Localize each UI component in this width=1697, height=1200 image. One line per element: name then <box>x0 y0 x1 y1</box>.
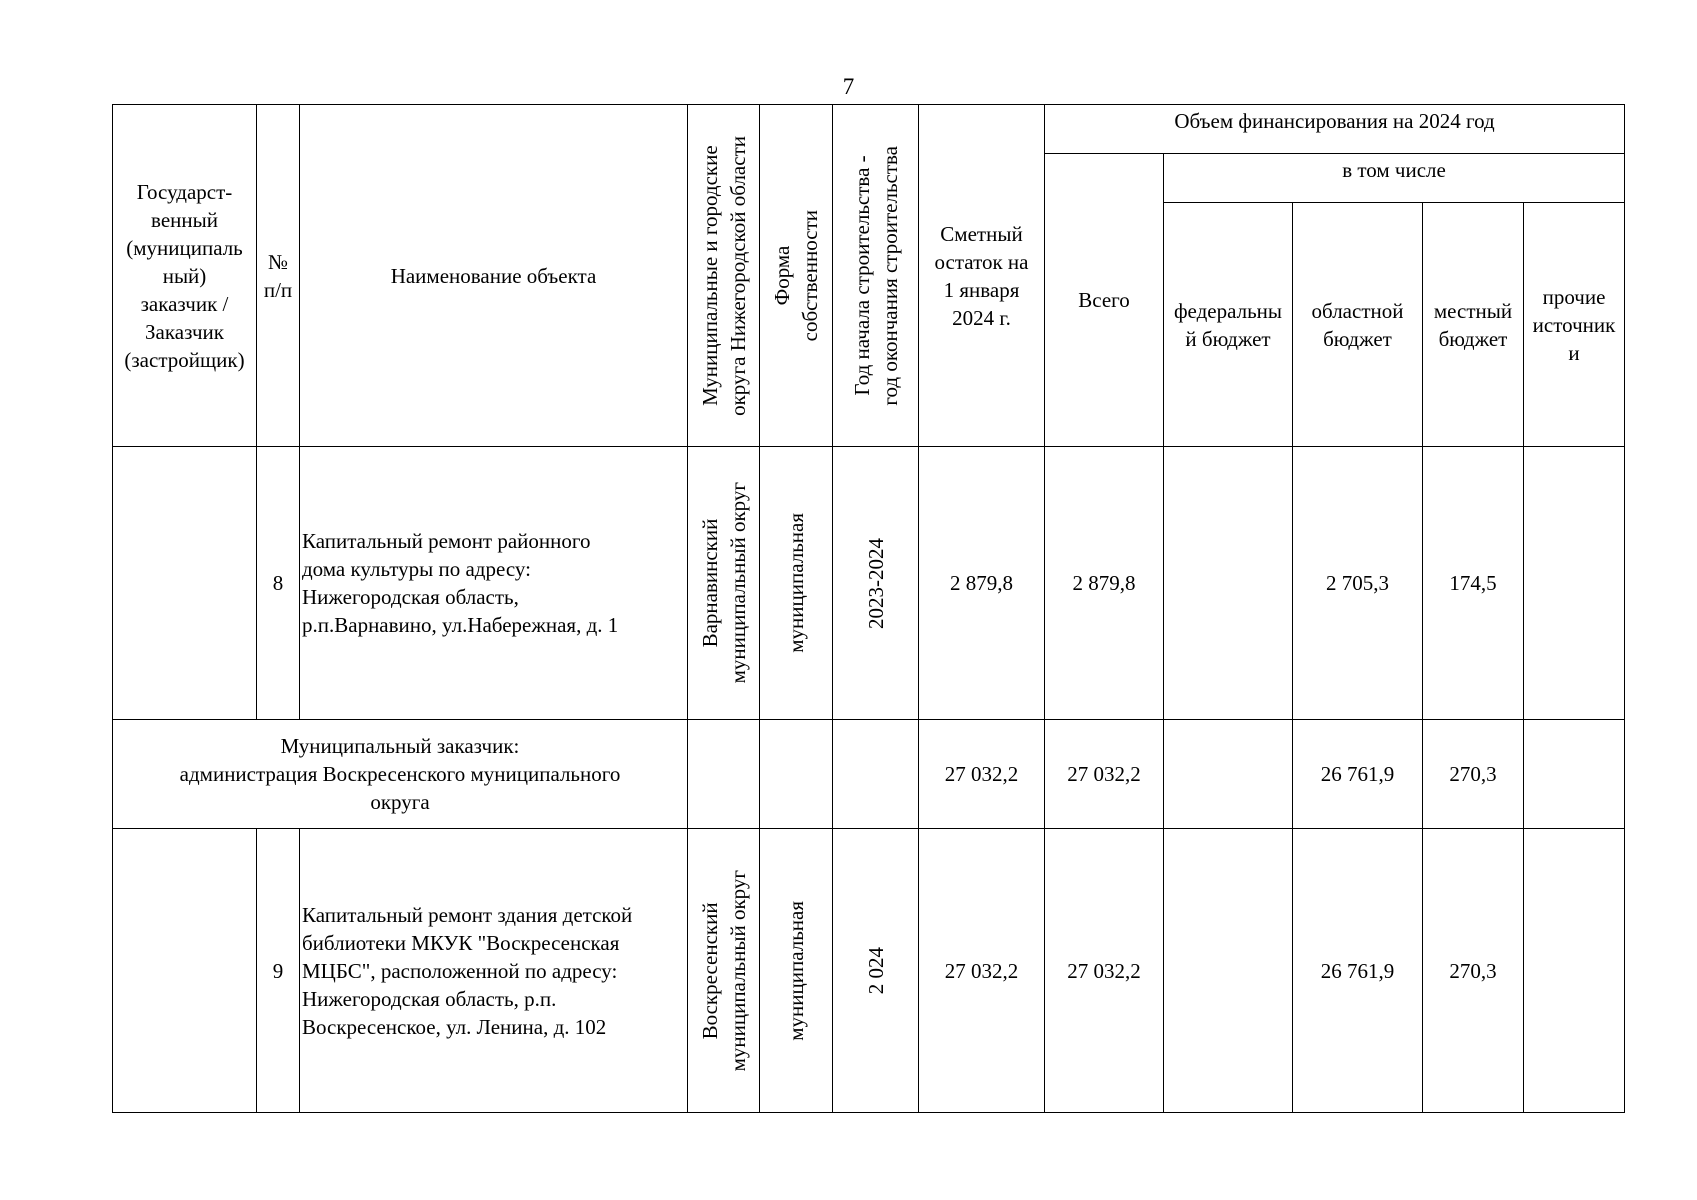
group-local: 270,3 <box>1423 720 1524 829</box>
group-years <box>833 720 919 829</box>
header-including: в том числе <box>1164 154 1625 203</box>
row-years: 2023-2024 <box>833 447 919 720</box>
row-estimate: 2 879,8 <box>919 447 1045 720</box>
row-customer <box>113 829 257 1113</box>
page-number: 7 <box>842 74 855 99</box>
group-customer-label: Муниципальный заказчик: администрация Воскресенского муниципального округа <box>113 720 688 829</box>
row-number: 9 <box>257 829 300 1113</box>
row-local: 174,5 <box>1423 447 1524 720</box>
row-object-name: Капитальный ремонт здания детской библиотеки МКУК "Воскресенская МЦБС", расположенной по адресу: Нижегородская область, р.п. Воскресенское, ул. Ленина, д. 102 <box>300 829 688 1113</box>
row-ownership: муниципальная <box>760 829 833 1113</box>
group-regional: 26 761,9 <box>1293 720 1423 829</box>
header-object-name: Наименование объекта <box>300 105 688 447</box>
group-row <box>113 720 1625 829</box>
header-ownership: Форма собственности <box>760 105 833 447</box>
row-customer <box>113 447 257 720</box>
header-total: Всего <box>1045 154 1164 447</box>
row-ownership: муниципальная <box>760 447 833 720</box>
row-years: 2 024 <box>833 829 919 1113</box>
header-federal: федеральны й бюджет <box>1164 203 1293 447</box>
header-other: прочие источник и <box>1524 203 1625 447</box>
row-federal <box>1164 447 1293 720</box>
group-ownership <box>760 720 833 829</box>
header-local: местный бюджет <box>1423 203 1524 447</box>
row-estimate: 27 032,2 <box>919 829 1045 1113</box>
group-other <box>1524 720 1625 829</box>
row-regional: 26 761,9 <box>1293 829 1423 1113</box>
table-row <box>113 829 1625 1113</box>
row-total: 2 879,8 <box>1045 447 1164 720</box>
row-other <box>1524 447 1625 720</box>
row-regional: 2 705,3 <box>1293 447 1423 720</box>
group-estimate: 27 032,2 <box>919 720 1045 829</box>
header-number: № п/п <box>257 105 300 447</box>
row-district: Воскресенский муниципальный округ <box>688 829 760 1113</box>
financing-table <box>112 104 1625 1113</box>
row-federal <box>1164 829 1293 1113</box>
row-object-name: Капитальный ремонт районного дома культуры по адресу: Нижегородская область, р.п.Варнавино, ул.Набережная, д. 1 <box>300 447 688 720</box>
row-other <box>1524 829 1625 1113</box>
group-total: 27 032,2 <box>1045 720 1164 829</box>
row-number: 8 <box>257 447 300 720</box>
header-customer: Государст- венный (муниципаль ный) заказчик / Заказчик (застройщик) <box>113 105 257 447</box>
header-row-1 <box>113 105 1625 154</box>
table-row <box>113 447 1625 720</box>
row-district: Варнавинский муниципальный округ <box>688 447 760 720</box>
group-federal <box>1164 720 1293 829</box>
row-local: 270,3 <box>1423 829 1524 1113</box>
row-total: 27 032,2 <box>1045 829 1164 1113</box>
header-years: Год начала строительства - год окончания строительства <box>833 105 919 447</box>
header-regional: областной бюджет <box>1293 203 1423 447</box>
header-estimate-balance: Сметный остаток на 1 января 2024 г. <box>919 105 1045 447</box>
header-funding-title: Объем финансирования на 2024 год <box>1045 105 1625 154</box>
group-district <box>688 720 760 829</box>
header-municipal-districts: Муниципальные и городские округа Нижегородской области <box>688 105 760 447</box>
